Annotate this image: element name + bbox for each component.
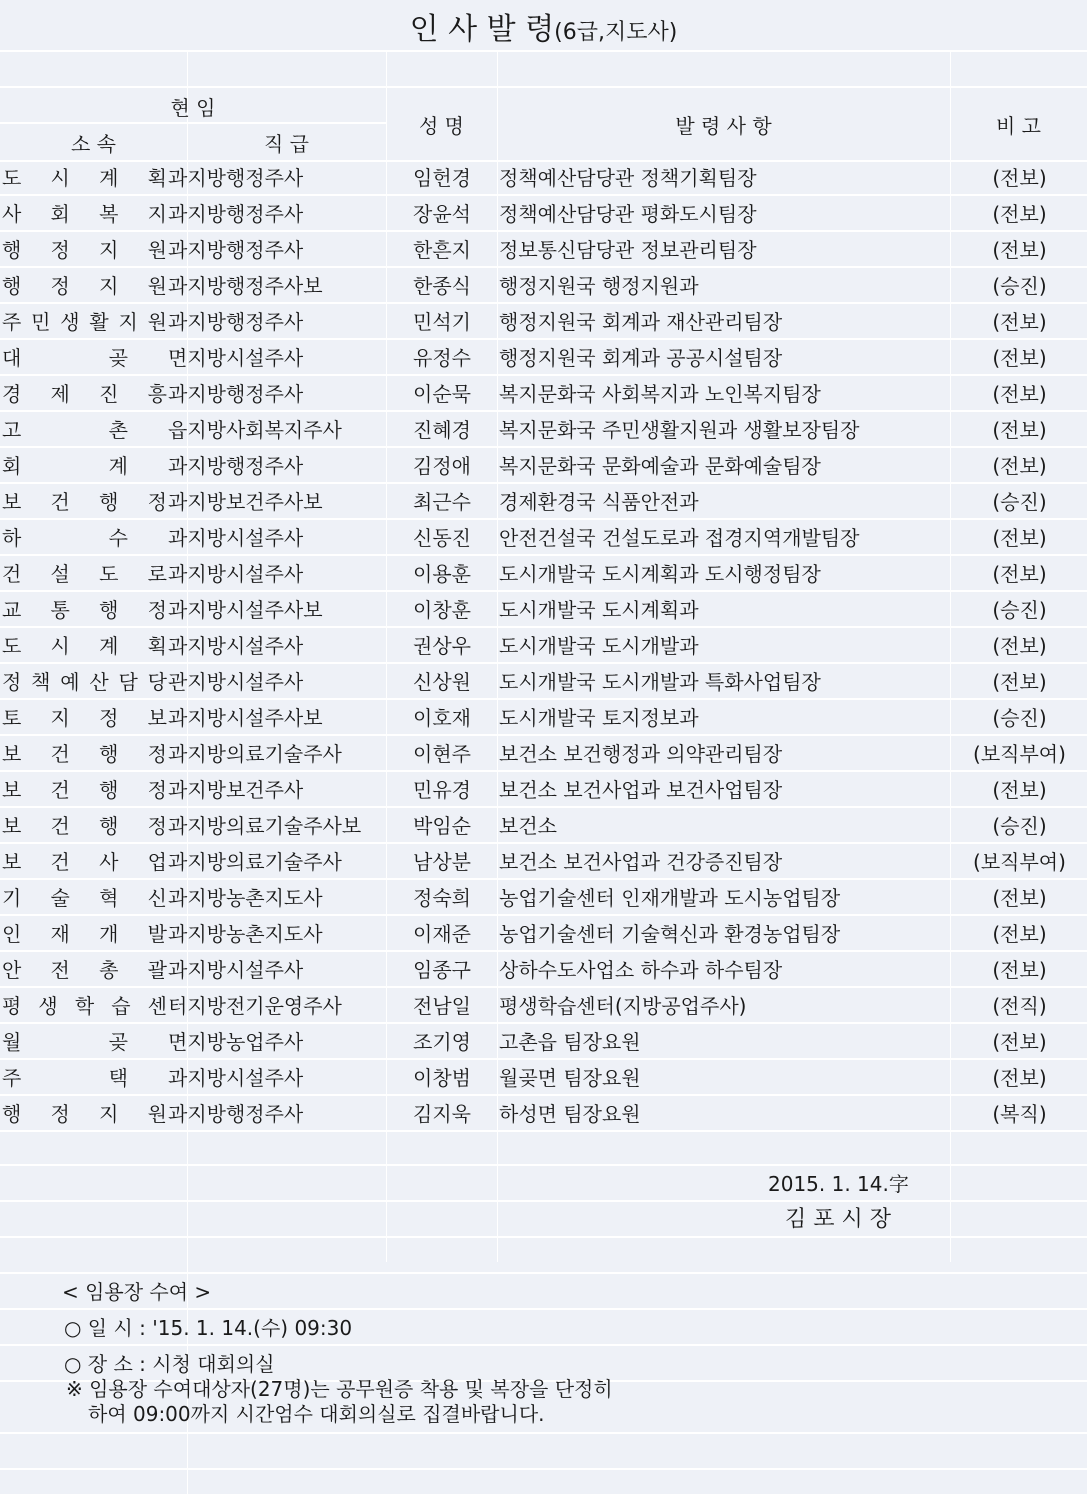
action-cell: 행정지원국 행정지원과 xyxy=(499,274,699,298)
org-cell xyxy=(2,1096,167,1130)
name-cell: 이재준 xyxy=(413,922,471,946)
org-char: 도 xyxy=(99,562,119,586)
org-char: 원 xyxy=(147,310,167,334)
rank-cell: 과지방의료기술주사 xyxy=(168,850,342,874)
header-org: 소 속 xyxy=(71,132,116,156)
org-char: 보 xyxy=(2,742,22,766)
org-char: 토 xyxy=(2,706,22,730)
action-cell: 도시개발국 도시계획과 xyxy=(499,598,699,622)
rank-cell: 과지방행정주사 xyxy=(168,382,304,406)
org-char: 복 xyxy=(99,202,119,226)
action-cell: 복지문화국 사회복지과 노인복지팀장 xyxy=(499,382,821,406)
rank-cell: 과지방시설주사 xyxy=(168,1066,304,1090)
org-char: 곶 xyxy=(108,346,128,370)
action-cell: 안전건설국 건설도로과 접경지역개발팀장 xyxy=(499,526,860,550)
org-char: 지 xyxy=(50,706,70,730)
name-cell: 권상우 xyxy=(413,634,471,658)
org-char: 민 xyxy=(31,310,51,334)
org-char: 보 xyxy=(2,490,22,514)
note-cell: (승진) xyxy=(992,598,1047,622)
table-row xyxy=(0,1096,1087,1132)
org-char: 하 xyxy=(2,526,22,550)
rank-cell: 과지방의료기술주사 xyxy=(168,742,342,766)
table-header xyxy=(0,88,1087,162)
org-char: 센 xyxy=(147,994,167,1018)
org-char: 정 xyxy=(50,274,70,298)
org-char: 원 xyxy=(147,1102,167,1126)
ceremony-time: ○ 일 시 : '15. 1. 14.(수) 09:30 xyxy=(64,1316,353,1340)
note-cell: (전보) xyxy=(992,1066,1047,1090)
action-cell: 정책예산담당관 정책기획팀장 xyxy=(499,166,757,190)
table-row xyxy=(0,232,1087,268)
page-title xyxy=(0,0,1087,52)
spacer-row xyxy=(0,52,1087,88)
org-char: 행 xyxy=(99,490,119,514)
name-cell: 이호재 xyxy=(413,706,471,730)
name-cell: 민석기 xyxy=(413,310,471,334)
org-char: 교 xyxy=(2,598,22,622)
org-cell xyxy=(2,340,128,374)
note-cell: (전보) xyxy=(992,526,1047,550)
org-char: 전 xyxy=(50,958,70,982)
table-row xyxy=(0,376,1087,412)
org-char: 행 xyxy=(2,274,22,298)
table-row xyxy=(0,520,1087,556)
rank-cell: 과지방농촌지도사 xyxy=(168,922,323,946)
org-char: 계 xyxy=(99,166,119,190)
org-char: 보 xyxy=(2,850,22,874)
org-char: 획 xyxy=(147,634,167,658)
org-char: 습 xyxy=(111,994,131,1018)
header-rank: 직 급 xyxy=(264,132,309,156)
action-cell: 상하수도사업소 하수과 하수팀장 xyxy=(499,958,783,982)
note-cell: (전보) xyxy=(992,562,1047,586)
signer-row xyxy=(0,1202,1087,1238)
table-row xyxy=(0,844,1087,880)
note-cell: (전보) xyxy=(992,238,1047,262)
table-row xyxy=(0,664,1087,700)
org-char: 인 xyxy=(2,922,22,946)
rank-cell: 과지방행정주사 xyxy=(168,454,304,478)
org-char: 고 xyxy=(2,418,22,442)
table-row xyxy=(0,772,1087,808)
name-cell: 신동진 xyxy=(413,526,471,550)
note-cell: (전보) xyxy=(992,1030,1047,1054)
rank-cell: 과지방시설주사 xyxy=(168,562,304,586)
org-char: 생 xyxy=(60,310,80,334)
org-char: 지 xyxy=(118,310,138,334)
note-cell: (전보) xyxy=(992,166,1047,190)
org-char: 원 xyxy=(147,274,167,298)
rank-cell: 읍지방사회복지주사 xyxy=(168,418,342,442)
action-cell: 도시개발국 도시개발과 특화사업팀장 xyxy=(499,670,821,694)
org-char: 활 xyxy=(89,310,109,334)
action-cell: 도시개발국 토지정보과 xyxy=(499,706,699,730)
table-row xyxy=(0,808,1087,844)
org-char: 건 xyxy=(50,778,70,802)
action-cell: 경제환경국 식품안전과 xyxy=(499,490,699,514)
note-cell: (보직부여) xyxy=(973,742,1066,766)
name-cell: 이용훈 xyxy=(413,562,471,586)
org-cell xyxy=(2,484,167,518)
name-cell: 이창훈 xyxy=(413,598,471,622)
table-row xyxy=(0,484,1087,520)
org-char: 업 xyxy=(147,850,167,874)
org-cell xyxy=(2,376,167,410)
org-cell xyxy=(2,232,167,266)
name-cell: 진혜경 xyxy=(413,418,471,442)
org-cell xyxy=(2,772,167,806)
note-cell: (전보) xyxy=(992,202,1047,226)
header-action: 발 령 사 항 xyxy=(675,114,772,138)
spacer-row xyxy=(0,1434,1087,1470)
name-cell: 한흔지 xyxy=(413,238,471,262)
action-cell: 복지문화국 주민생활지원과 생활보장팀장 xyxy=(499,418,860,442)
rank-cell: 과지방시설주사보 xyxy=(168,706,323,730)
action-cell: 농업기술센터 기술혁신과 환경농업팀장 xyxy=(499,922,841,946)
org-char: 주 xyxy=(2,310,22,334)
table-row xyxy=(0,1060,1087,1096)
name-cell: 장윤석 xyxy=(413,202,471,226)
org-char: 정 xyxy=(147,814,167,838)
name-cell: 정숙희 xyxy=(413,886,471,910)
title-main: 인 사 발 령 xyxy=(409,12,555,47)
org-cell xyxy=(2,628,167,662)
note-cell: (전보) xyxy=(992,454,1047,478)
action-cell: 평생학습센터(지방공업주사) xyxy=(499,994,747,1018)
note-cell: (승진) xyxy=(992,490,1047,514)
table-row xyxy=(0,268,1087,304)
ceremony-note-2: 하여 09:00까지 시간엄수 대회의실로 집결바랍니다. xyxy=(88,1402,545,1426)
rank-cell: 과지방시설주사 xyxy=(168,958,304,982)
note-cell: (전보) xyxy=(992,634,1047,658)
org-char: 시 xyxy=(50,634,70,658)
org-cell xyxy=(2,556,167,590)
org-cell xyxy=(2,1024,128,1058)
note-cell: (승진) xyxy=(992,814,1047,838)
org-cell xyxy=(2,952,167,986)
table-row xyxy=(0,196,1087,232)
name-cell: 이현주 xyxy=(413,742,471,766)
org-char: 평 xyxy=(2,994,22,1018)
org-char: 혁 xyxy=(99,886,119,910)
org-cell xyxy=(2,520,128,554)
action-cell: 보건소 보건행정과 의약관리팀장 xyxy=(499,742,783,766)
table-row xyxy=(0,556,1087,592)
rank-cell: 과지방보건주사 xyxy=(168,778,304,802)
org-cell xyxy=(2,412,128,446)
note-cell: (전보) xyxy=(992,958,1047,982)
rank-cell: 과지방농촌지도사 xyxy=(168,886,323,910)
org-cell xyxy=(2,1060,128,1094)
org-char: 시 xyxy=(50,166,70,190)
action-cell: 월곶면 팀장요원 xyxy=(499,1066,641,1090)
action-cell: 하성면 팀장요원 xyxy=(499,1102,641,1126)
rank-cell: 과지방행정주사 xyxy=(168,202,304,226)
table-row xyxy=(0,700,1087,736)
name-cell: 김지욱 xyxy=(413,1102,471,1126)
action-cell: 정책예산담당관 평화도시팀장 xyxy=(499,202,757,226)
header-name: 성 명 xyxy=(419,114,464,138)
name-cell: 최근수 xyxy=(413,490,471,514)
org-cell xyxy=(2,196,167,230)
org-char: 보 xyxy=(147,706,167,730)
org-char: 행 xyxy=(2,238,22,262)
org-cell xyxy=(2,160,167,194)
name-cell: 이순묵 xyxy=(413,382,471,406)
org-char: 대 xyxy=(2,346,22,370)
org-char: 담 xyxy=(118,670,138,694)
org-char: 수 xyxy=(108,526,128,550)
action-cell: 고촌읍 팀장요원 xyxy=(499,1030,641,1054)
ceremony-note-row xyxy=(0,1377,1087,1434)
org-char: 정 xyxy=(99,706,119,730)
org-char: 흥 xyxy=(147,382,167,406)
org-char: 산 xyxy=(89,670,109,694)
org-char: 괄 xyxy=(147,958,167,982)
org-char: 학 xyxy=(74,994,95,1018)
org-char: 발 xyxy=(147,922,167,946)
name-cell: 임종구 xyxy=(413,958,471,982)
ceremony-place: ○ 장 소 : 시청 대회의실 xyxy=(64,1352,275,1376)
title-sub: (6급,지도사) xyxy=(554,20,678,45)
spacer-row xyxy=(0,1130,1087,1166)
org-cell xyxy=(2,916,167,950)
org-char: 건 xyxy=(50,490,70,514)
rank-cell: 과지방시설주사 xyxy=(168,634,304,658)
name-cell: 신상원 xyxy=(413,670,471,694)
signer: 김 포 시 장 xyxy=(785,1207,891,1232)
rank-cell: 과지방의료기술주사보 xyxy=(168,814,362,838)
table-row xyxy=(0,1024,1087,1060)
org-char: 도 xyxy=(2,166,22,190)
org-char: 신 xyxy=(147,886,167,910)
table-row xyxy=(0,304,1087,340)
note-cell: (전보) xyxy=(992,346,1047,370)
name-cell: 박임순 xyxy=(413,814,471,838)
org-char: 지 xyxy=(99,1102,119,1126)
rank-cell: 과지방행정주사 xyxy=(168,310,304,334)
table-row xyxy=(0,628,1087,664)
org-char: 건 xyxy=(50,742,70,766)
org-char: 지 xyxy=(99,274,119,298)
note-cell: (승진) xyxy=(992,274,1047,298)
org-char: 생 xyxy=(38,994,58,1018)
note-cell: (전보) xyxy=(992,886,1047,910)
rank-cell: 과지방행정주사 xyxy=(168,1102,304,1126)
org-char: 곶 xyxy=(108,1030,128,1054)
name-cell: 조기영 xyxy=(413,1030,471,1054)
org-cell xyxy=(2,700,167,734)
note-cell: (전직) xyxy=(992,994,1047,1018)
note-cell: (승진) xyxy=(992,706,1047,730)
action-cell: 정보통신담당관 정보관리팀장 xyxy=(499,238,757,262)
org-char: 정 xyxy=(147,778,167,802)
org-char: 계 xyxy=(99,634,119,658)
org-char: 행 xyxy=(99,598,119,622)
org-char: 정 xyxy=(147,598,167,622)
action-cell: 보건소 보건사업과 보건사업팀장 xyxy=(499,778,783,802)
org-char: 행 xyxy=(99,742,119,766)
rank-cell: 과지방보건주사보 xyxy=(168,490,323,514)
table-row xyxy=(0,880,1087,916)
table-row xyxy=(0,988,1087,1024)
org-char: 행 xyxy=(2,1102,22,1126)
org-char: 사 xyxy=(2,202,22,226)
action-cell: 도시개발국 도시개발과 xyxy=(499,634,699,658)
table-row xyxy=(0,448,1087,484)
org-cell xyxy=(2,736,167,770)
table-row xyxy=(0,412,1087,448)
note-cell: (복직) xyxy=(992,1102,1047,1126)
table-row xyxy=(0,340,1087,376)
org-char: 제 xyxy=(50,382,70,406)
org-char: 주 xyxy=(2,1066,22,1090)
org-char: 지 xyxy=(99,238,119,262)
action-cell: 복지문화국 문화예술과 문화예술팀장 xyxy=(499,454,821,478)
org-char: 계 xyxy=(108,454,128,478)
org-cell xyxy=(2,844,167,878)
org-char: 보 xyxy=(2,814,22,838)
org-char: 총 xyxy=(99,958,119,982)
org-char: 통 xyxy=(50,598,70,622)
rank-cell: 과지방행정주사 xyxy=(168,238,304,262)
org-char: 당 xyxy=(147,670,167,694)
org-char: 설 xyxy=(50,562,70,586)
org-char: 건 xyxy=(2,562,22,586)
org-char: 건 xyxy=(50,814,70,838)
org-cell xyxy=(2,268,167,302)
name-cell: 임헌경 xyxy=(413,166,471,190)
org-char: 진 xyxy=(99,382,119,406)
action-cell: 행정지원국 회계과 재산관리팀장 xyxy=(499,310,783,334)
org-char: 기 xyxy=(2,886,22,910)
org-char: 정 xyxy=(50,238,70,262)
org-char: 재 xyxy=(50,922,70,946)
org-char: 촌 xyxy=(108,418,128,442)
note-cell: (전보) xyxy=(992,778,1047,802)
note-cell: (전보) xyxy=(992,418,1047,442)
ceremony-time-row xyxy=(0,1310,1087,1346)
note-cell: (전보) xyxy=(992,310,1047,334)
header-current: 현 임 xyxy=(170,96,216,120)
org-char: 정 xyxy=(2,670,22,694)
name-cell: 이창범 xyxy=(413,1066,471,1090)
org-cell xyxy=(2,664,167,698)
table-row xyxy=(0,160,1087,196)
action-cell: 행정지원국 회계과 공공시설팀장 xyxy=(499,346,783,370)
org-char: 행 xyxy=(99,814,119,838)
issue-date: 2015. 1. 14.字 xyxy=(768,1172,909,1196)
name-cell: 김정애 xyxy=(413,454,471,478)
rank-cell: 면지방시설주사 xyxy=(168,346,304,370)
org-char: 행 xyxy=(99,778,119,802)
note-cell: (전보) xyxy=(992,922,1047,946)
ceremony-note-1: ※ 임용장 수여대상자(27명)는 공무원증 착용 및 복장을 단정히 xyxy=(66,1377,613,1401)
org-char: 술 xyxy=(50,886,70,910)
org-cell xyxy=(2,808,167,842)
org-char: 회 xyxy=(2,454,22,478)
org-char: 택 xyxy=(108,1066,128,1090)
org-char: 도 xyxy=(2,634,22,658)
note-cell: (전보) xyxy=(992,670,1047,694)
name-cell: 남상분 xyxy=(413,850,471,874)
date-row xyxy=(0,1166,1087,1202)
rank-cell: 과지방행정주사 xyxy=(168,166,304,190)
org-char: 월 xyxy=(2,1030,22,1054)
org-char: 정 xyxy=(147,490,167,514)
rank-cell: 과지방행정주사보 xyxy=(168,274,323,298)
name-cell: 한종식 xyxy=(413,274,471,298)
table-row xyxy=(0,592,1087,628)
org-char: 로 xyxy=(147,562,167,586)
ceremony-title: < 임용장 수여 > xyxy=(62,1280,212,1304)
header-note: 비 고 xyxy=(996,114,1041,138)
org-char: 경 xyxy=(2,382,22,406)
org-cell xyxy=(2,304,167,338)
org-char: 지 xyxy=(147,202,167,226)
org-char: 건 xyxy=(50,850,70,874)
name-cell: 유정수 xyxy=(413,346,471,370)
rank-cell: 관지방시설주사 xyxy=(168,670,304,694)
org-char: 예 xyxy=(60,670,80,694)
org-cell xyxy=(2,880,167,914)
spacer-row xyxy=(0,1238,1087,1274)
name-cell: 민유경 xyxy=(413,778,471,802)
org-cell xyxy=(2,448,128,482)
rank-cell: 면지방농업주사 xyxy=(168,1030,304,1054)
org-char: 정 xyxy=(50,1102,70,1126)
action-cell: 보건소 보건사업과 건강증진팀장 xyxy=(499,850,783,874)
action-cell: 보건소 xyxy=(499,814,557,838)
rank-cell: 터지방전기운영주사 xyxy=(168,994,342,1018)
note-cell: (보직부여) xyxy=(973,850,1066,874)
org-char: 안 xyxy=(2,958,22,982)
action-cell: 도시개발국 도시계획과 도시행정팀장 xyxy=(499,562,821,586)
org-cell xyxy=(2,988,167,1022)
action-cell: 농업기술센터 인재개발과 도시농업팀장 xyxy=(499,886,841,910)
note-cell: (전보) xyxy=(992,382,1047,406)
org-char: 개 xyxy=(99,922,119,946)
org-char: 정 xyxy=(147,742,167,766)
rank-cell: 과지방시설주사 xyxy=(168,526,304,550)
org-char: 보 xyxy=(2,778,22,802)
table-row xyxy=(0,952,1087,988)
org-char: 회 xyxy=(50,202,70,226)
table-row xyxy=(0,916,1087,952)
org-char: 책 xyxy=(31,670,51,694)
rank-cell: 과지방시설주사보 xyxy=(168,598,323,622)
org-char: 사 xyxy=(99,850,119,874)
ceremony-title-row xyxy=(0,1274,1087,1310)
table-row xyxy=(0,736,1087,772)
org-cell xyxy=(2,592,167,626)
org-char: 원 xyxy=(147,238,167,262)
name-cell: 전남일 xyxy=(413,994,471,1018)
org-char: 획 xyxy=(147,166,167,190)
